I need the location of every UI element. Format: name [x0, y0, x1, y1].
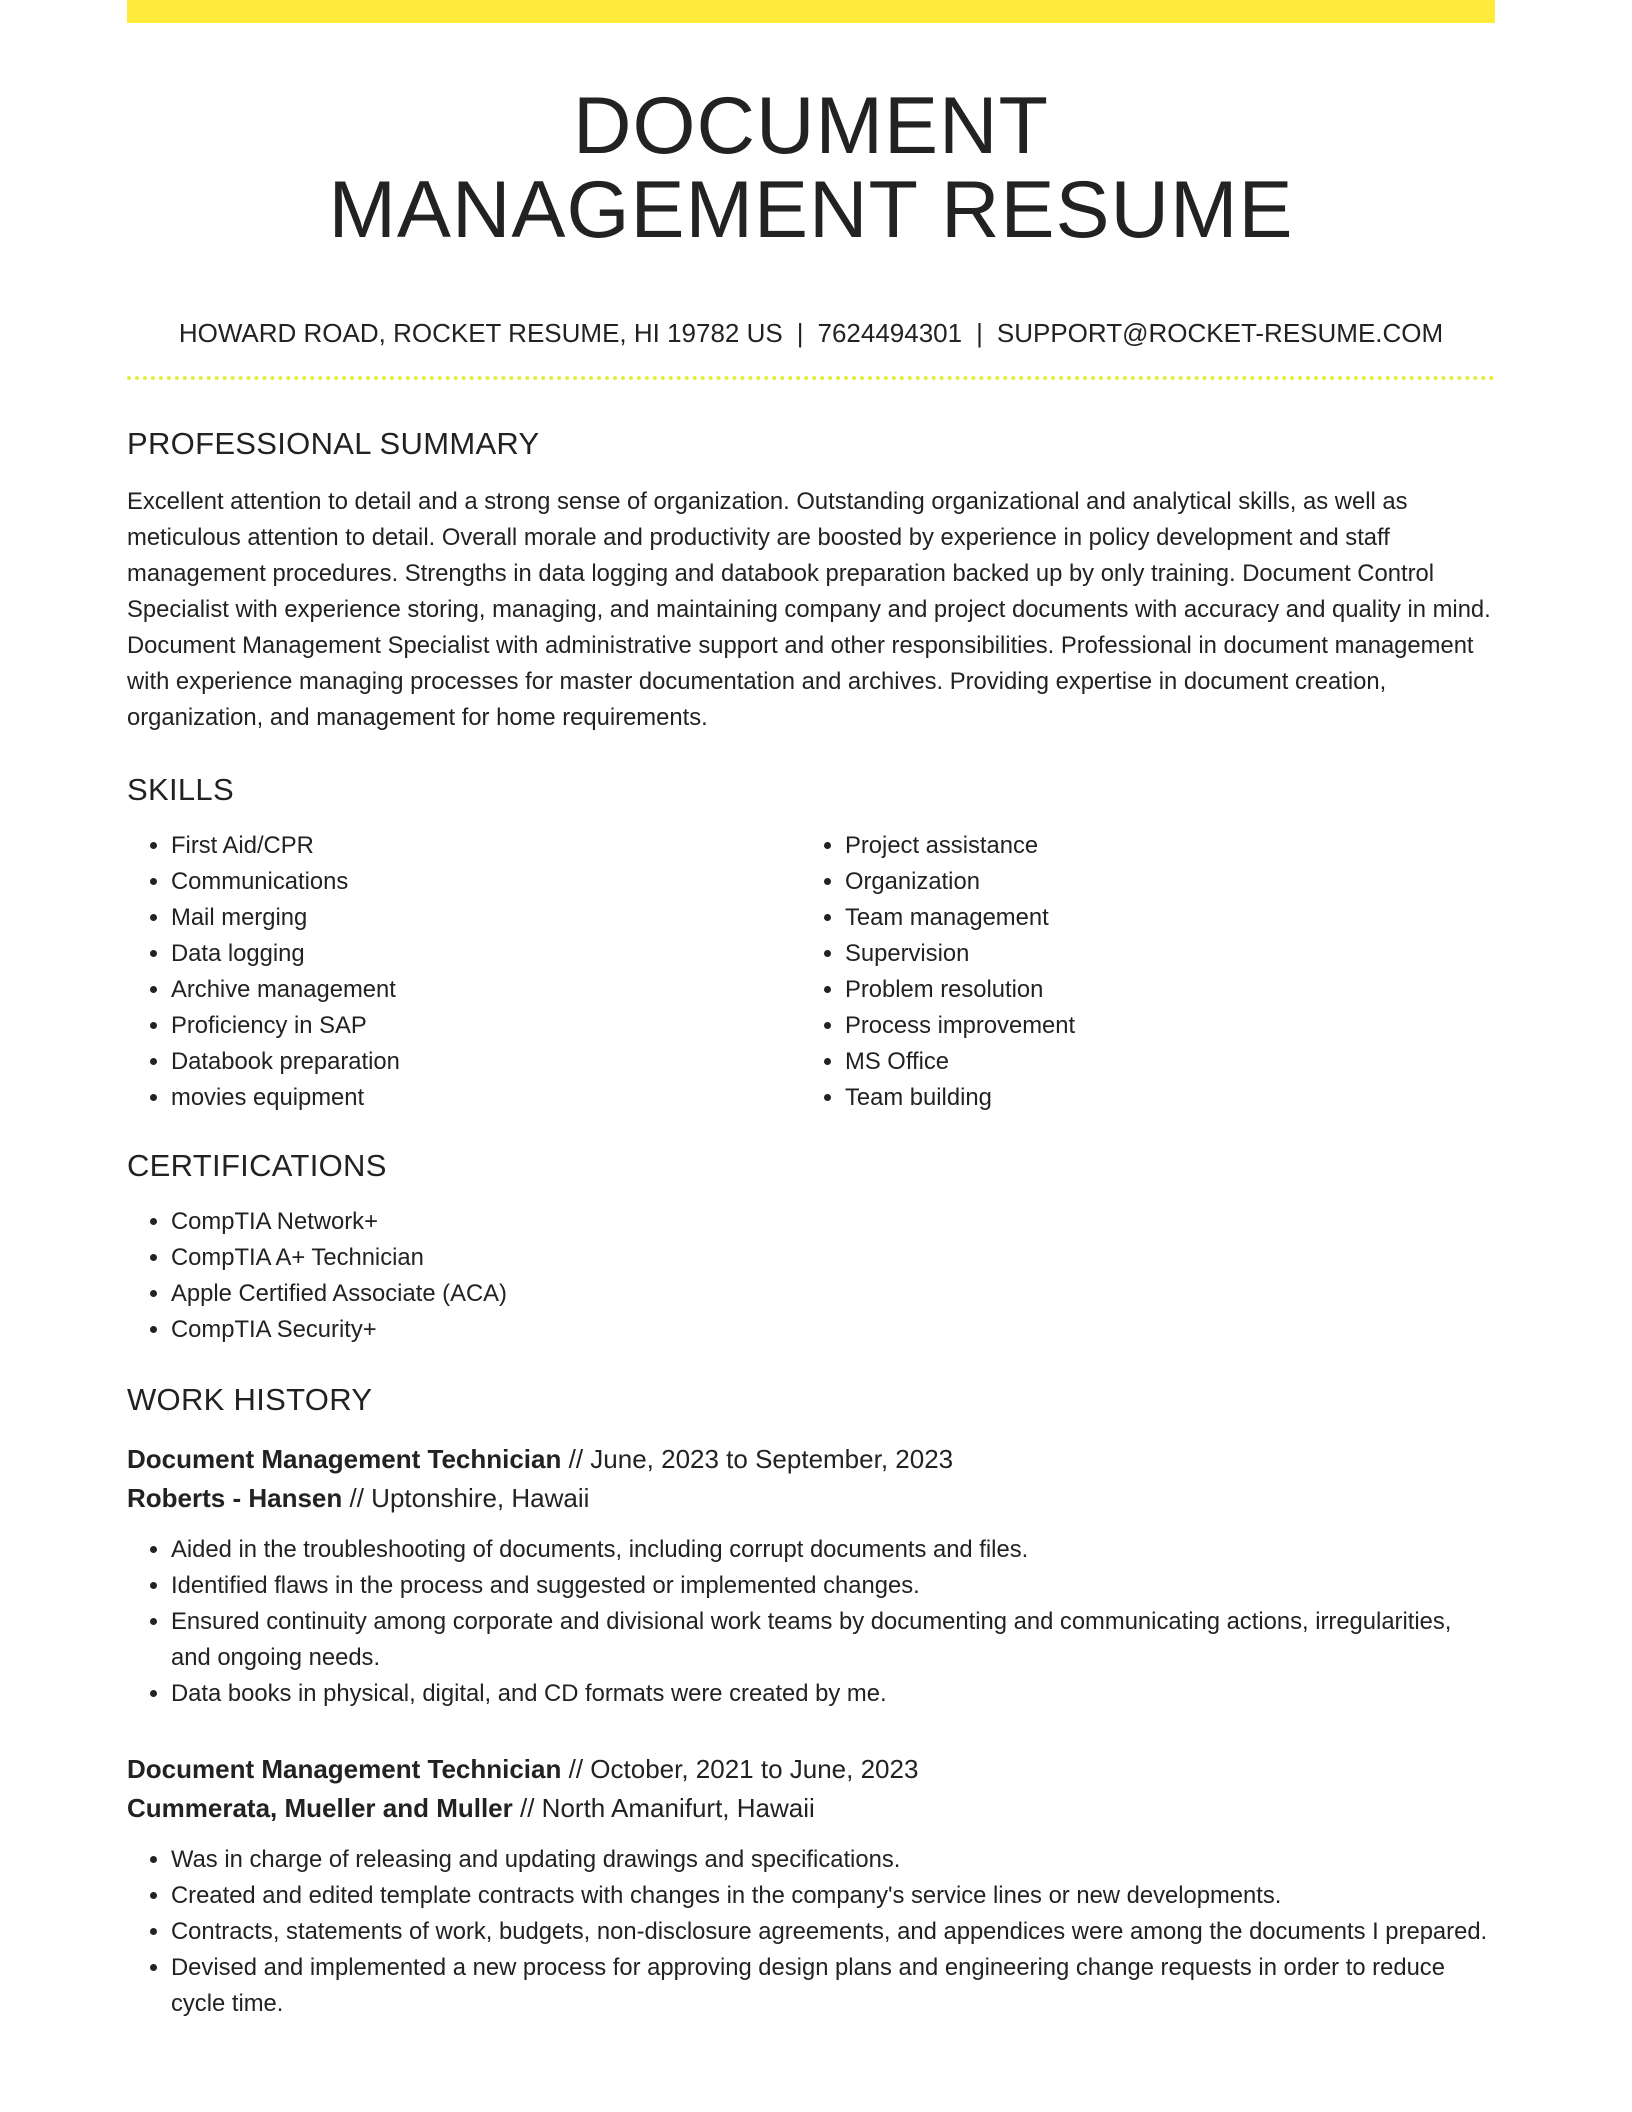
skills-list: [127, 828, 1495, 1116]
phone: 7624494301: [817, 318, 963, 348]
certification-item: • CompTIA Network+: [171, 1204, 1495, 1240]
email: SUPPORT@ROCKET-RESUME.COM: [996, 318, 1444, 348]
job-bullet: • Was in charge of releasing and updating drawings and specifications.: [171, 1842, 1495, 1878]
top-accent-bar: [127, 0, 1495, 23]
job-company-line: [127, 1479, 1495, 1518]
skill-item: • Proficiency in SAP: [171, 1008, 801, 1044]
certification-item: • Apple Certified Associate (ACA): [171, 1276, 1495, 1312]
address: HOWARD ROAD, ROCKET RESUME, HI 19782 US: [178, 318, 783, 348]
certifications-heading: CERTIFICATIONS: [127, 1148, 387, 1183]
skill-item: • Team management: [845, 900, 1475, 936]
job-location: // North Amanifurt, Hawaii: [520, 1793, 815, 1823]
skill-item: • Problem resolution: [845, 972, 1475, 1008]
job-company-line: [127, 1789, 1495, 1828]
job-bullet: • Created and edited template contracts with changes in the company's service lines or new developments.: [171, 1878, 1495, 1914]
skills-heading: SKILLS: [127, 772, 234, 807]
summary-text: Excellent attention to detail and a strong sense of organization. Outstanding organizational and analytical skills, as well as meticulous attention to detail. Overall morale and productivity are boosted by experience in policy development and staff management procedures. Strengths in data logging and databook preparation backed up by only training. Document Control Specialist with experience storing, managing, and maintaining company and project documents with accuracy and quality in mind. Document Management Specialist with administrative support and other responsibilities. Professional in document management with experience managing processes for master documentation and archives. Providing expertise in document creation, organization, and management for home requirements.: [127, 488, 1491, 731]
resume-title: [127, 81, 1495, 255]
skill-item: • Communications: [171, 864, 801, 900]
skills-column-right: [801, 828, 1475, 1116]
skill-item: • Archive management: [171, 972, 801, 1008]
certifications-list: [127, 1204, 1495, 1348]
skill-item: • Data logging: [171, 936, 801, 972]
contact-info: [127, 318, 1495, 348]
skill-item: • Process improvement: [845, 1008, 1475, 1044]
title-line-1: DOCUMENT: [573, 81, 1049, 171]
title-line-2: MANAGEMENT RESUME: [328, 165, 1294, 255]
job-entry: [127, 1750, 1495, 2022]
dotted-divider: [127, 376, 1495, 380]
job-bullet: • Contracts, statements of work, budgets, non-disclosure agreements, and appendices were among the documents I prepared.: [171, 1914, 1495, 1950]
skill-item: • Project assistance: [845, 828, 1475, 864]
company-name: Roberts - Hansen: [127, 1483, 343, 1513]
job-bullet: • Identified flaws in the process and suggested or implemented changes.: [171, 1568, 1495, 1604]
certification-item: • CompTIA A+ Technician: [171, 1240, 1495, 1276]
certification-item: • CompTIA Security+: [171, 1312, 1495, 1348]
job-bullet: • Data books in physical, digital, and CD formats were created by me.: [171, 1676, 1495, 1712]
separator: |: [796, 318, 804, 348]
resume-page: [127, 0, 1495, 2022]
job-bullets: [127, 1532, 1495, 1712]
skill-item: • Supervision: [845, 936, 1475, 972]
work-history-heading: WORK HISTORY: [127, 1382, 373, 1417]
job-bullet: • Aided in the troubleshooting of documents, including corrupt documents and files.: [171, 1532, 1495, 1568]
job-title-line: [127, 1750, 1495, 1789]
job-bullet: • Ensured continuity among corporate and divisional work teams by documenting and communicating actions, irregularities, and ongoing needs.: [171, 1604, 1495, 1676]
job-location: // Uptonshire, Hawaii: [349, 1483, 590, 1513]
job-dates: // October, 2021 to June, 2023: [568, 1754, 919, 1784]
job-dates: // June, 2023 to September, 2023: [568, 1444, 954, 1474]
job-title: Document Management Technician: [127, 1444, 562, 1474]
company-name: Cummerata, Mueller and Muller: [127, 1793, 513, 1823]
summary-heading: PROFESSIONAL SUMMARY: [127, 426, 540, 461]
job-title-line: [127, 1440, 1495, 1479]
skill-item: • First Aid/CPR: [171, 828, 801, 864]
separator: |: [976, 318, 983, 348]
job-bullets: [127, 1842, 1495, 2022]
job-entry: [127, 1440, 1495, 1712]
skill-item: • movies equipment: [171, 1080, 801, 1116]
skill-item: • Organization: [845, 864, 1475, 900]
job-title: Document Management Technician: [127, 1754, 562, 1784]
skill-item: • Team building: [845, 1080, 1475, 1116]
job-bullet: • Devised and implemented a new process for approving design plans and engineering change requests in order to reduce cycle time.: [171, 1950, 1495, 2022]
skill-item: • MS Office: [845, 1044, 1475, 1080]
skills-column-left: [127, 828, 801, 1116]
skill-item: • Mail merging: [171, 900, 801, 936]
skill-item: • Databook preparation: [171, 1044, 801, 1080]
